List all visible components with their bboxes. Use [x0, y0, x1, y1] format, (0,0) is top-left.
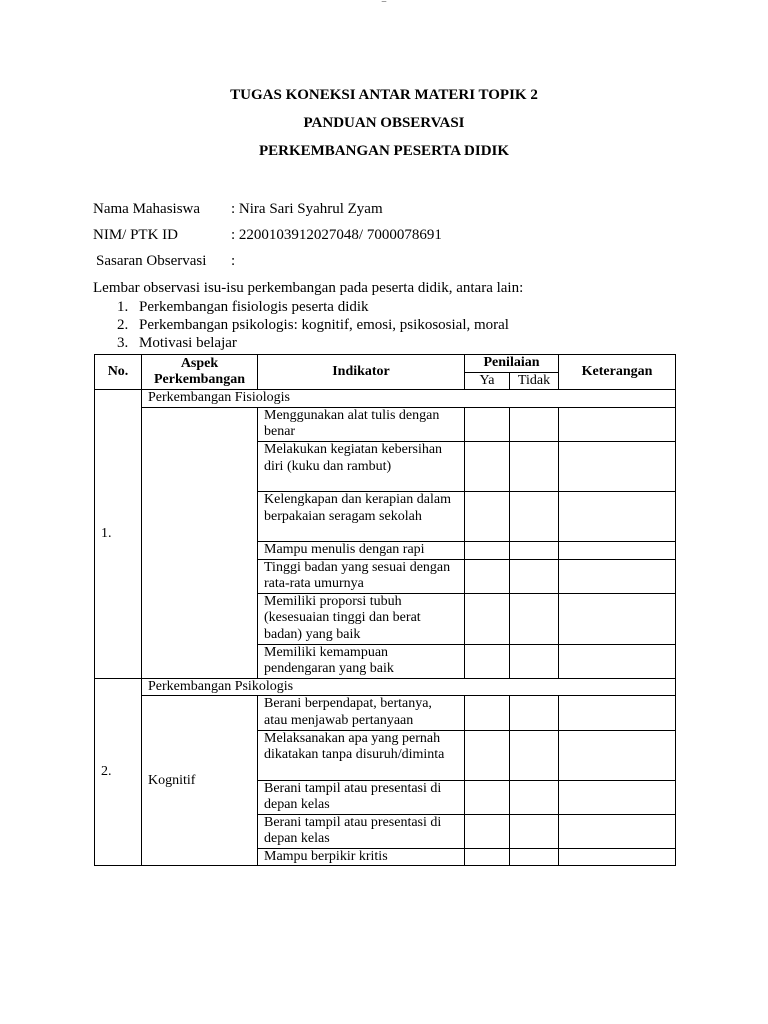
header-assessment: Penilaian [465, 355, 559, 373]
no-cell[interactable] [510, 814, 559, 848]
notes-cell[interactable] [559, 541, 676, 559]
header-yes: Ya [465, 372, 510, 390]
no-cell[interactable] [510, 491, 559, 541]
yes-cell[interactable] [465, 593, 510, 644]
document-subtitle: PANDUAN OBSERVASI [303, 115, 465, 131]
table-row [95, 696, 676, 730]
indicator-cell: Mampu menulis dengan rapi [258, 541, 465, 559]
notes-cell[interactable] [559, 814, 676, 848]
yes-cell[interactable] [465, 491, 510, 541]
header-indicator: Indikator [258, 355, 465, 390]
list-item: 2. Perkembangan psikologis: kognitif, emosi, psikososial, moral [117, 317, 509, 333]
list-item: 3. Motivasi belajar [117, 335, 237, 351]
section-number: 2. [95, 678, 142, 866]
yes-cell[interactable] [465, 696, 510, 730]
list-item: 1. Perkembangan fisiologis peserta didik [117, 299, 369, 315]
yes-cell[interactable] [465, 441, 510, 491]
header-notes: Keterangan [559, 355, 676, 390]
yes-cell[interactable] [465, 848, 510, 866]
notes-cell[interactable] [559, 491, 676, 541]
issues-list [117, 298, 509, 352]
yes-cell[interactable] [465, 407, 510, 441]
section-title: Perkembangan Psikologis [142, 678, 676, 696]
indicator-cell: Menggunakan alat tulis dengan benar [258, 407, 465, 441]
name-label: Nama Mahasiswa [93, 201, 201, 217]
indicator-cell: Berani tampil atau presentasi di depan kelas [258, 780, 465, 814]
nim-value: : 2200103912027048/ 7000078691 [231, 227, 442, 243]
notes-cell[interactable] [559, 593, 676, 644]
target-label: Sasaran Observasi [96, 253, 207, 269]
no-cell[interactable] [510, 696, 559, 730]
no-cell[interactable] [510, 730, 559, 780]
no-cell[interactable] [510, 848, 559, 866]
indicator-cell: Tinggi badan yang sesuai dengan rata-rata umurnya [258, 559, 465, 593]
target-value: : [231, 253, 236, 269]
yes-cell[interactable] [465, 541, 510, 559]
notes-cell[interactable] [559, 559, 676, 593]
header-no: No. [95, 355, 142, 390]
yes-cell[interactable] [465, 814, 510, 848]
yes-cell[interactable] [465, 559, 510, 593]
indicator-cell: Memiliki kemampuan pendengaran yang baik [258, 644, 465, 678]
observation-table [94, 354, 676, 866]
indicator-cell: Kelengkapan dan kerapian dalam berpakaian seragam sekolah [258, 491, 465, 541]
notes-cell[interactable] [559, 696, 676, 730]
notes-cell[interactable] [559, 730, 676, 780]
indicator-cell: Melakukan kegiatan kebersihan diri (kuku dan rambut) [258, 441, 465, 491]
nim-label: NIM/ PTK ID [93, 227, 178, 243]
indicator-cell: Mampu berpikir kritis [258, 848, 465, 866]
notes-cell[interactable] [559, 441, 676, 491]
page-top-mark: ‒ [381, 0, 387, 6]
aspect-cell [142, 407, 258, 678]
document-title: TUGAS KONEKSI ANTAR MATERI TOPIK 2 [230, 87, 538, 103]
no-cell[interactable] [510, 559, 559, 593]
indicator-cell: Berani tampil atau presentasi di depan kelas [258, 814, 465, 848]
indicator-cell: Memiliki proporsi tubuh (kesesuaian tinggi dan berat badan) yang baik [258, 593, 465, 644]
section-title: Perkembangan Fisiologis [142, 390, 676, 408]
yes-cell[interactable] [465, 644, 510, 678]
no-cell[interactable] [510, 441, 559, 491]
table-row [95, 407, 676, 441]
document-subtitle-2: PERKEMBANGAN PESERTA DIDIK [258, 143, 510, 159]
notes-cell[interactable] [559, 780, 676, 814]
no-cell[interactable] [510, 541, 559, 559]
no-cell[interactable] [510, 407, 559, 441]
name-value: : Nira Sari Syahrul Zyam [231, 201, 383, 217]
notes-cell[interactable] [559, 644, 676, 678]
notes-cell[interactable] [559, 407, 676, 441]
indicator-cell: Berani berpendapat, bertanya, atau menjawab pertanyaan [258, 696, 465, 730]
notes-cell[interactable] [559, 848, 676, 866]
section-number: 1. [95, 390, 142, 679]
aspect-cell: Kognitif [142, 696, 258, 866]
header-no-option: Tidak [510, 372, 559, 390]
indicator-cell: Melaksanakan apa yang pernah dikatakan tanpa disuruh/diminta [258, 730, 465, 780]
header-aspect: Aspek Perkembangan [142, 355, 258, 390]
no-cell[interactable] [510, 593, 559, 644]
no-cell[interactable] [510, 644, 559, 678]
intro-text: Lembar observasi isu-isu perkembangan pada peserta didik, antara lain: [93, 280, 524, 296]
document-title-block [0, 86, 768, 170]
yes-cell[interactable] [465, 780, 510, 814]
yes-cell[interactable] [465, 730, 510, 780]
no-cell[interactable] [510, 780, 559, 814]
